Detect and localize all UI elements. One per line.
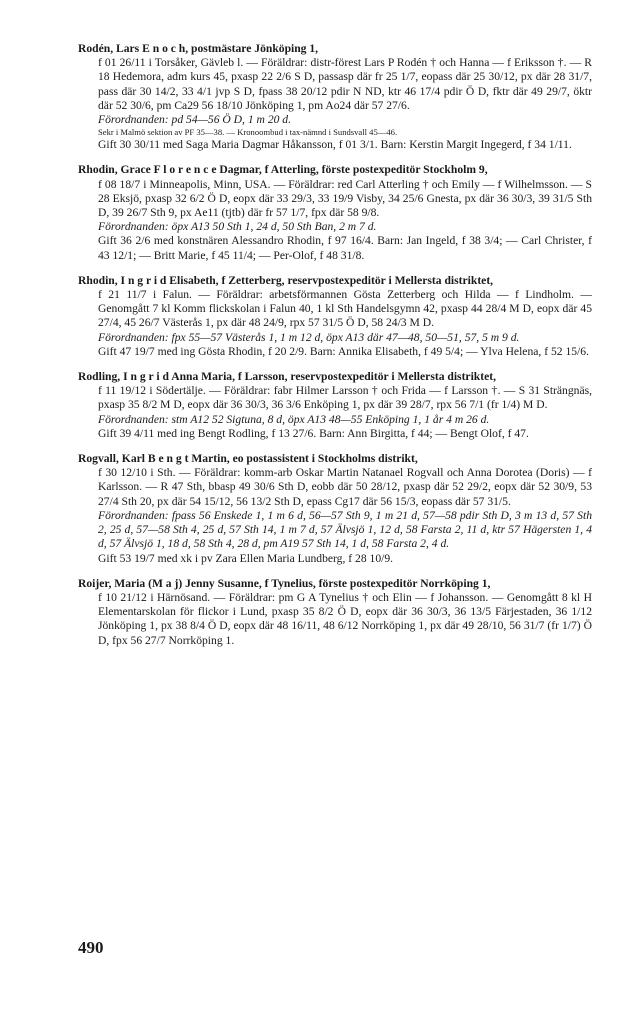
entry-text: f 11 19/12 i Södertälje. — Föräldrar: fabr Hilmer Larsson † och Frida — f Larsson †. — S 31 Strängnäs, pxasp 35 8/2 M D, eopx där 36 30/3, 36 3/6 Enköping 1, px där 39 28/7, rpx 56 7/1 (fr 1/4) M D. [98, 384, 592, 412]
entry-family: Gift 36 2/6 med konstnären Alessandro Rhodin, f 97 16/4. Barn: Jan Ingeld, f 38 3/4; — Carl Christer, f 43 12/1; — Britt Marie, f 45 11/4; — Per-Olof, f 48 31/8. [98, 234, 592, 262]
entry-heading: Rhodin, Grace F l o r e n c e Dagmar, f Atterling, förste postexpeditör Stockholm 9, [78, 163, 488, 177]
entry-appointments: Förordnanden: fpass 56 Enskede 1, 1 m 6 d, 56—57 Sth 9, 1 m 21 d, 57—58 pdir Sth D, 3 m 13 d, 57 Sth 2, 25 d, 57—58 Sth 4, 25 d, 57 Sth 14, 1 m 7 d, 57 Älvsjö 1, 12 d, 58 Farsta 2, 11 d, ktr 57 Hägersten 1, 4 d, 57 Älvsjö 1, 18 d, 58 Sth 4, 28 d, pm A19 57 Sth 14, 1 d, 58 Farsta 2, 4 d. [98, 508, 592, 551]
biography-entry [78, 274, 592, 359]
entry-family: Gift 53 19/7 med xk i pv Zara Ellen Maria Lundberg, f 28 10/9. [98, 551, 394, 565]
entry-family: Gift 47 19/7 med ing Gösta Rhodin, f 20 2/9. Barn: Annika Elisabeth, f 49 5/4; — Ylva Helena, f 52 15/6. [98, 344, 589, 358]
entry-heading: Roijer, Maria (M a j) Jenny Susanne, f Tynelius, förste postexpeditör Norrköping 1, [78, 576, 491, 590]
entry-appointments: Förordnanden: öpx A13 50 Sth 1, 24 d, 50 Sth Ban, 2 m 7 d. [98, 220, 377, 234]
biography-entry [78, 577, 592, 648]
entry-heading: Rhodin, I n g r i d Elisabeth, f Zetterberg, reservpostexpeditör i Mellersta distriktet, [78, 273, 494, 287]
biography-entry [78, 370, 592, 441]
entry-family: Gift 39 4/11 med ing Bengt Rodling, f 13 27/6. Barn: Ann Birgitta, f 44; — Bengt Olof, f 47. [98, 426, 529, 440]
entry-heading: Rodén, Lars E n o c h, postmästare Jönköping 1, [78, 42, 319, 55]
entry-appointments: Förordnanden: stm A12 52 Sigtuna, 8 d, öpx A13 48—55 Enköping 1, 1 år 4 m 26 d. [98, 412, 490, 426]
entry-note: Sekr i Malmö sektion av PF 35—38. — Kronoombud i tax-nämnd i Sundsvall 45—46. [98, 127, 398, 138]
entry-heading: Rogvall, Karl B e n g t Martin, eo postassistent i Stockholms distrikt, [78, 452, 418, 466]
biography-entry [78, 452, 592, 566]
biography-entry [78, 163, 592, 262]
entry-family: Gift 30 30/11 med Saga Maria Dagmar Håkansson, f 01 3/1. Barn: Kerstin Margit Ingegerd, f 34 1/11. [98, 138, 572, 152]
biography-entry [78, 42, 592, 152]
entry-text: f 30 12/10 i Sth. — Föräldrar: komm-arb Oskar Martin Natanael Rogvall och Anna Dorotea (Doris) — f Karlsson. — R 47 Sth, bbasp 49 30/6 Sth D, eobb där 50 28/12, pxasp där 52 29/2, eopx där 52 30/9, 53 27/4 Sth 20, px där 54 15/12, 56 13/2 Sth D, epass Cg17 där 56 15/3, eopass där 57 31/5. [98, 466, 592, 508]
entry-text: f 21 11/7 i Falun. — Föräldrar: arbetsförmannen Gösta Zetterberg och Hilda — f Lindholm. — Genomgått 7 kl Komm flickskolan i Falun 40, 1 kl Sth Handelsgymn 42, pxasp 44 28/4 M D, eopx där 45 27/4, 45 26/7 Västerås 1, px där 48 24/9, rpx 57 31/5 Ö D, 58 24/3 M D. [98, 288, 592, 330]
entry-text: f 01 26/11 i Torsåker, Gävleb l. — Föräldrar: distr-förest Lars P Rodén † och Hanna — f Eriksson †. — R 18 Hedemora, adm kurs 45, pxasp 22 2/6 S D, passasp där fr 25 1/7, eopass där 25 30/12, px där 28 31/7, pass där 30 14/2, 33 4/1 jvp S D, fpass 38 20/12 pdir N ND, ktr 46 17/4 pdir Ö D, fktr där 49 29/7, öktr där 52 30/6, pm Ca29 56 18/10 Jönköping 1, pm Ao24 där 57 27/6. [98, 56, 592, 112]
document-page [78, 42, 592, 659]
entry-text: f 10 21/12 i Härnösand. — Föräldrar: pm G A Tynelius † och Elin — f Johansson. — Genomgått 8 kl H Elementarskolan för flickor i Lund, pxasp 35 8/2 Ö D, eopx där 36 30/3, 36 13/5 Färjestaden, 36 1/12 Jönköping 1, px 38 8/4 Ö D, eopx där 48 16/11, 48 6/12 Norrköping 1, px där 49 28/10, 56 31/7 (fr 1/7) Ö D, fpx 56 27/7 Norrköping 1. [98, 590, 592, 647]
entry-appointments: Förordnanden: fpx 55—57 Västerås 1, 1 m 12 d, öpx A13 där 47—48, 50—51, 57, 5 m 9 d. [98, 330, 520, 344]
entry-appointments: Förordnanden: pd 54—56 Ö D, 1 m 20 d. [98, 113, 292, 127]
entry-text: f 08 18/7 i Minneapolis, Minn, USA. — Föräldrar: red Carl Atterling † och Emily — f Wilhelmsson. — S 28 Eksjö, pxasp 32 6/2 Ö D, eopx där 33 29/3, 33 19/9 Visby, 34 25/6 Gnesta, px där 36 30/3, 39 31/5 Sth D, 39 26/7 Sth 9, px Ae11 (tjtb) där fr 57 1/7, fpx där 58 9/8. [98, 177, 592, 220]
entry-heading: Rodling, I n g r i d Anna Maria, f Larsson, reservpostexpeditör i Mellersta distriktet, [78, 370, 497, 384]
page-number: 490 [78, 938, 104, 957]
